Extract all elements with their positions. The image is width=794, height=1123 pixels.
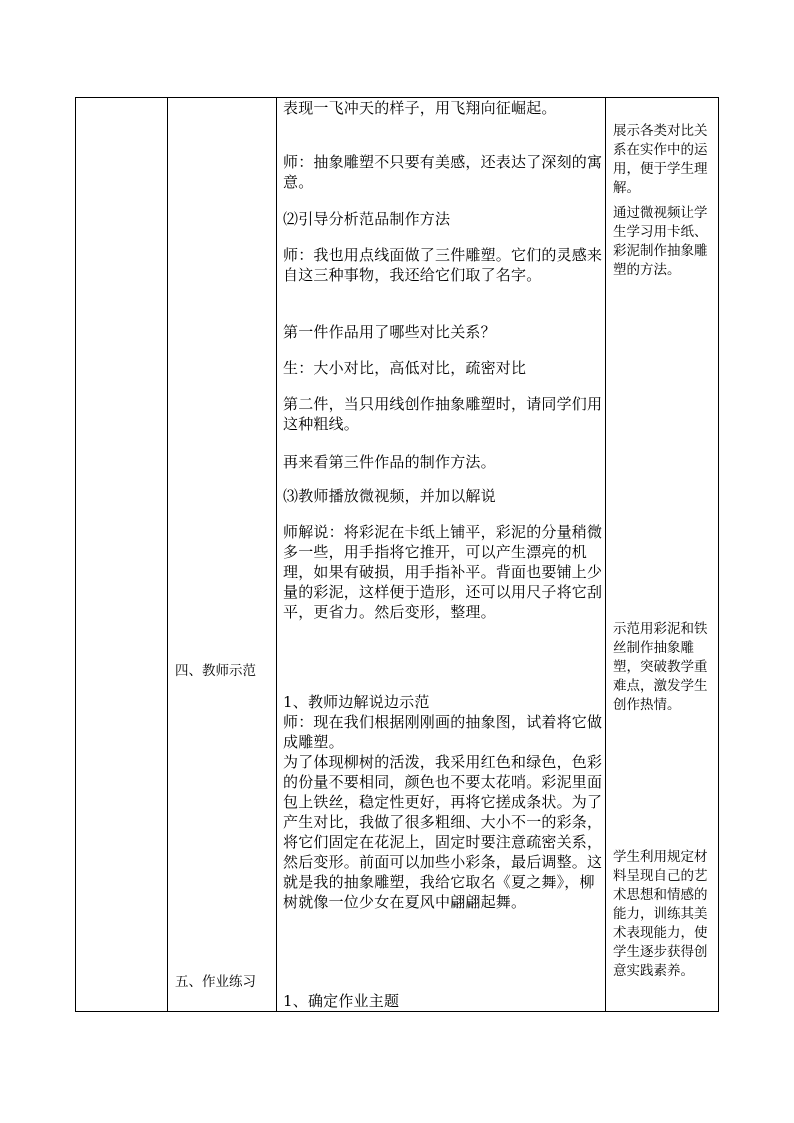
note-demo: 示范用彩泥和铁丝制作抽象雕塑，突破教学重难点，激发学生创作热情。 xyxy=(613,621,708,713)
stage-label-homework: 五、作业练习 xyxy=(175,974,256,990)
paragraph: 师：我也用点线面做了三件雕塑。它们的灵感来自这三种事物，我还给它们取了名字。 xyxy=(283,246,603,284)
stage-label-teacher-demo: 四、教师示范 xyxy=(175,663,256,679)
column-divider-1 xyxy=(167,98,168,1011)
paragraph: 生：大小对比，高低对比，疏密对比 xyxy=(283,359,527,377)
note-microvideo: 通过微视频让学生学习用卡纸、彩泥制作抽象雕塑的方法。 xyxy=(613,205,708,278)
paragraph: 师：抽象雕塑不只要有美感，还表达了深刻的寓意。 xyxy=(283,153,603,191)
note-homework: 学生利用规定材料呈现自己的艺术思想和情感的能力，训练其美术表现能力，使学生逐步获得创意实践素养。 xyxy=(613,849,708,979)
paragraph: 第二件，当只用线创作抽象雕塑时，请同学们用这种粗线。 xyxy=(283,395,603,433)
paragraph: 再来看第三件作品的制作方法。 xyxy=(283,453,496,471)
lesson-plan-table xyxy=(75,97,719,1012)
paragraph: 师：现在我们根据刚刚画的抽象图，试着将它做成雕塑。 xyxy=(283,713,603,751)
paragraph: 表现一飞冲天的样子，用飞翔向征崛起。 xyxy=(283,99,557,117)
paragraph: ⑶教师播放微视频，并加以解说 xyxy=(283,487,496,505)
note-contrast: 展示各类对比关系在实作中的运用，便于学生理解。 xyxy=(613,123,708,196)
paragraph: 1、教师边解说边示范 xyxy=(283,693,430,711)
paragraph: ⑵引导分析范品制作方法 xyxy=(283,210,451,228)
paragraph: 师解说：将彩泥在卡纸上铺平，彩泥的分量稍微多一些，用手指将它推开，可以产生漂亮的机理，如果有破损，用手指补平。背面也要铺上少量的彩泥，这样便于造形，还可以用尺子将它刮平，更省力。然后变形，整理。 xyxy=(283,523,603,621)
paragraph: 第一件作品用了哪些对比关系？ xyxy=(283,323,496,341)
column-divider-2 xyxy=(276,98,277,1011)
paragraph: 为了体现柳树的活泼，我采用红色和绿色，色彩的份量不要相同，颜色也不要太花哨。彩泥里面包上铁丝，稳定性更好，再将它搓成条状。为了产生对比，我做了很多粗细、大小不一的彩条，将它们固定在花泥上，固定时要注意疏密关系，然后变形。前面可以加些小彩条，最后调整。这就是我的抽象雕塑，我给它取名《夏之舞》，柳树就像一位少女在夏风中翩翩起舞。 xyxy=(283,753,603,911)
column-divider-3 xyxy=(605,98,606,1011)
paragraph: 1、确定作业主题 xyxy=(283,992,400,1010)
